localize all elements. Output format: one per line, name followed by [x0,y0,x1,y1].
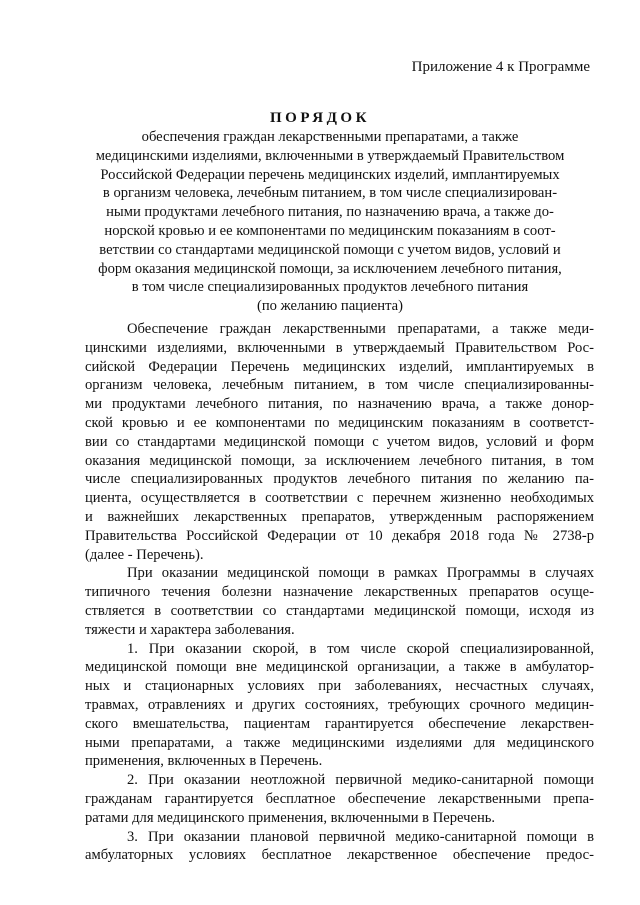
paragraph-line: 2. При оказании неотложной первичной медико-санитарной помощи [127,772,594,789]
paragraph-line: травмах, отравлениях и других состояниях, требующих срочного медицин- [85,696,594,713]
paragraph-line: ского вмешательства, пациентам гарантируется обеспечение лекарствен- [85,715,594,732]
paragraph-line: гражданам гарантируется бесплатное обеспечение лекарственными препа- [85,790,594,807]
paragraph-line: 3. При оказании плановой первичной медико-санитарной помощи в [127,828,594,845]
paragraph-line: 1. При оказании скорой, в том числе скорой специализированной, [127,640,594,657]
paragraph-line: медицинской помощи вне медицинской организации, а также в амбулатор- [85,659,594,676]
subtitle-line: ветствии со стандартами медицинской помощи с учетом видов, условий и [99,241,561,258]
subtitle-line: ными продуктами лечебного питания, по назначению врача, а также до- [106,204,554,221]
paragraph-line: типичного течения болезни назначение лекарственных препаратов осуще- [85,584,594,601]
paragraph-line: вии со стандартами медицинской помощи с учетом видов, условий и форм [85,433,594,450]
paragraph-line: циента, осуществляется в соответствии с перечнем жизненно необходимых [85,490,594,507]
paragraph-line: (далее - Перечень). [85,546,204,563]
paragraph [85,771,594,827]
paragraph-line: цинскими изделиями, включенными в утверждаемый Правительством Рос- [85,339,594,356]
paragraph-line: сийской Федерации Перечень медицинских изделий, имплантируемых в [85,358,594,375]
paragraph-line: организм человека, лечебным питанием, в том числе специализированны- [85,377,594,394]
paragraph-line: Обеспечение граждан лекарственными препаратами, а также меди- [127,321,594,337]
subtitle-line: (по желанию пациента) [256,298,403,315]
paragraph-line: ми продуктами лечебного питания, по назначению врача, а также донор- [85,396,594,413]
paragraph-line: и важнейших лекарственных препаратов, утвержденным распоряжением [85,508,594,525]
subtitle-line: форм оказания медицинской помощи, за исключением лечебного питания, [98,260,562,277]
paragraph-line: При оказании медицинской помощи в рамках Программы в случаях [127,565,594,582]
subtitle-line: норской кровью и ее компонентами по медицинским показаниям в соот- [104,222,556,239]
appendix-reference: Приложение 4 к Программе [411,59,590,75]
paragraph-line: амбулаторных условиях бесплатное лекарственное обеспечение предос- [85,847,594,864]
paragraph [85,564,594,639]
paragraph-line: числе специализированных продуктов лечебного питания по желанию па- [85,471,594,488]
paragraph [85,828,594,866]
paragraph [85,640,594,772]
paragraph-line: ных и стационарных условиях при заболеваниях, несчастных случаях, [85,678,594,695]
document-body [85,320,594,865]
paragraph [85,320,594,564]
document-title: ПОРЯДОК [270,110,370,126]
paragraph-line: применения, включенных в Перечень. [85,753,323,770]
paragraph-line: оказания медицинской помощи, за исключением лечебного питания, в том [85,452,594,469]
subtitle-line: в организм человека, лечебным питанием, в том числе специализирован- [102,185,558,202]
subtitle-line: медицинскими изделиями, включенными в утверждаемый Правительством [95,147,565,164]
paragraph-line: ными препаратами, а также медицинскими изделиями для медицинского [85,734,594,751]
paragraph-line: тяжести и характера заболевания. [85,621,295,638]
paragraph-line: Правительства Российской Федерации от 10 декабря 2018 года № 2738-р [85,527,594,544]
paragraph-line: ствляется в соответствии со стандартами медицинской помощи, исходя из [85,602,594,619]
paragraph-line: ской кровью и ее компонентами по медицинским показаниям в соответст- [85,414,594,431]
paragraph-line: ратами для медицинского применения, включенными в Перечень. [85,809,496,826]
subtitle-line: Российской Федерации перечень медицинских изделий, имплантируемых [100,166,560,183]
subtitle-line: обеспечения граждан лекарственными препаратами, а также [141,129,519,145]
subtitle-line: в том числе специализированных продуктов лечебного питания [131,279,529,296]
document-subtitle [85,128,575,316]
